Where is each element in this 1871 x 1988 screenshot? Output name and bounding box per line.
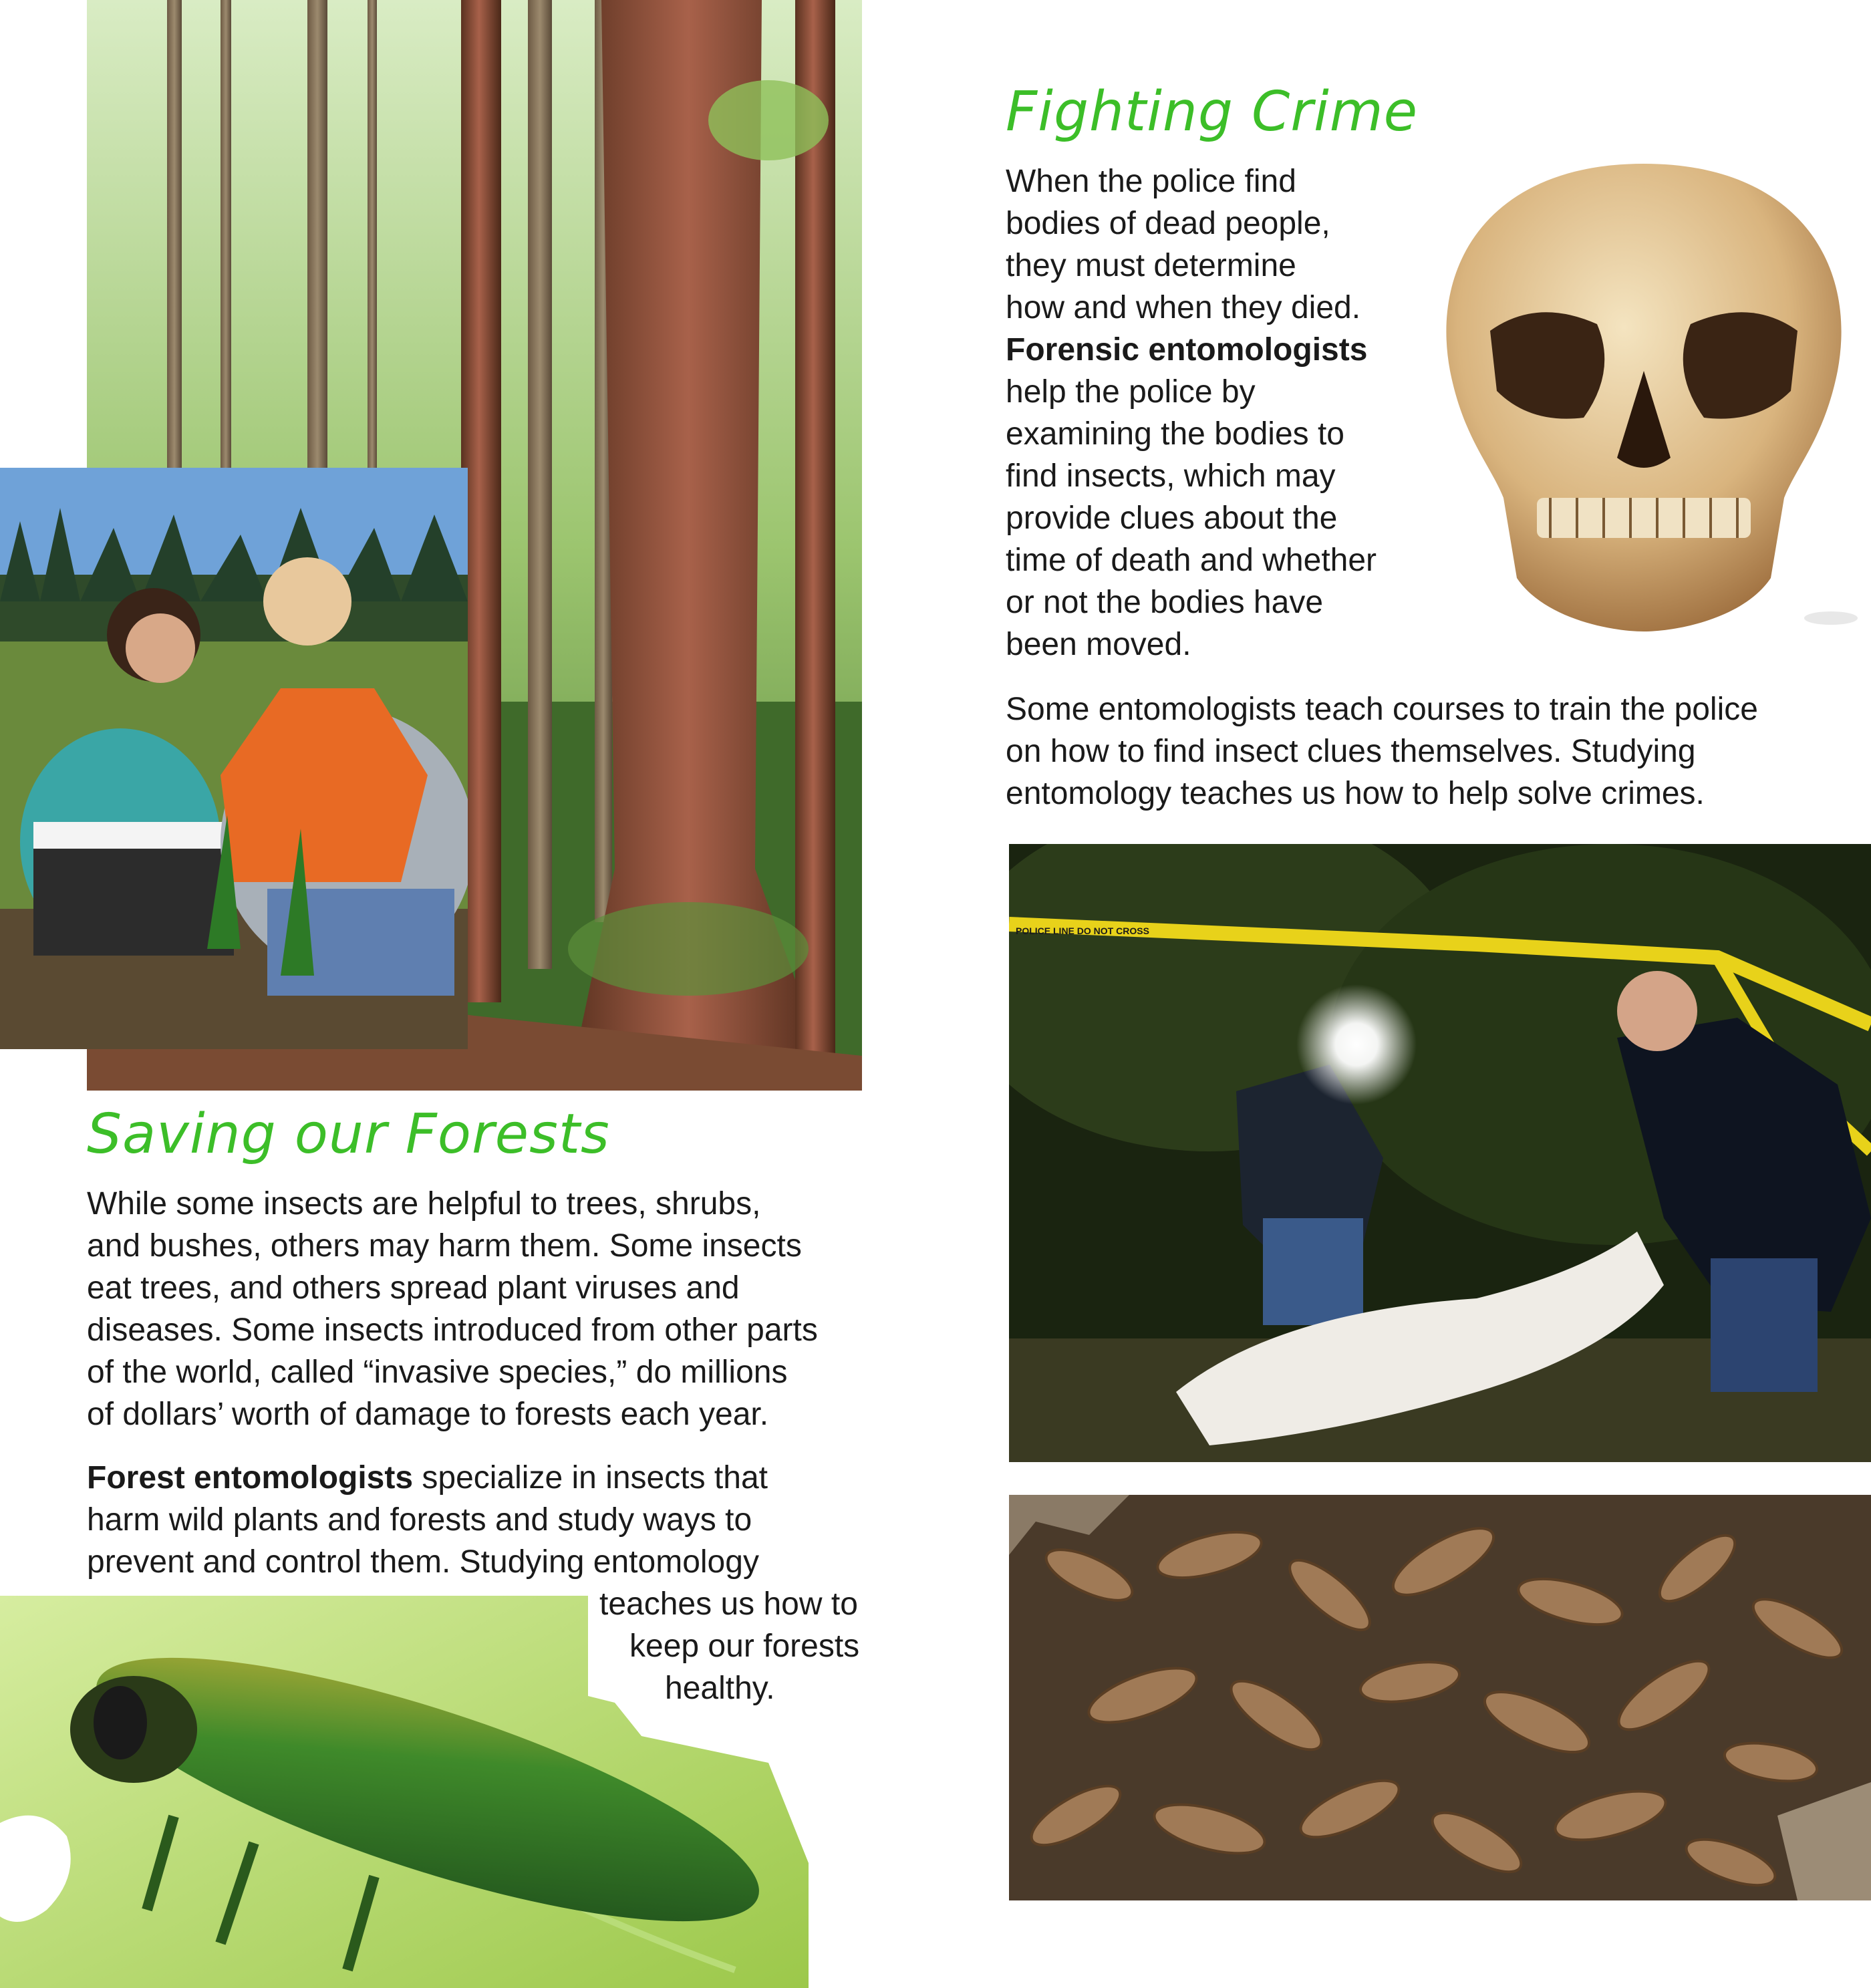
skull-photo <box>1423 150 1864 638</box>
crime-paragraph-1: When the police find bodies of dead people, they must determine how and when they died. Forensic entomologists help the police by examining the bodies to find insects, which may provide clues about the time of death and whether or not the bodies have been moved. <box>1006 164 1377 662</box>
forests-paragraph-1: While some insects are helpful to trees, shrubs, and bushes, others may harm them. Some insects eat trees, and others spread plant viruses and diseases. Some insects introduced from other parts of the world, called “invasive species,” do millions of dollars’ worth of damage to forests each year. <box>87 1186 818 1432</box>
scientists-photo <box>0 468 468 1049</box>
crime-paragraph-2: Some entomologists teach courses to train the police on how to find insect clues themselves. Studying entomology teaches us how to help solve crimes. <box>1006 692 1758 811</box>
forests-paragraph-2: Forest entomologists specialize in insects that harm wild plants and forests and study ways to prevent and control them. Studying entomology teaches us how to keep our forests healthy. <box>87 1460 860 1706</box>
forensic-entomologists-term: Forensic entomologists <box>1006 332 1368 368</box>
saving-forests-title: Saving our Forests <box>87 1103 610 1166</box>
fighting-crime-title: Fighting Crime <box>1006 80 1419 144</box>
forest-entomologists-term: Forest entomologists <box>87 1460 414 1496</box>
maggots-photo <box>1009 1495 1871 1900</box>
crime-scene-photo <box>1009 844 1871 1462</box>
police-tape-text: POLICE LINE DO NOT CROSS <box>1016 926 1149 936</box>
